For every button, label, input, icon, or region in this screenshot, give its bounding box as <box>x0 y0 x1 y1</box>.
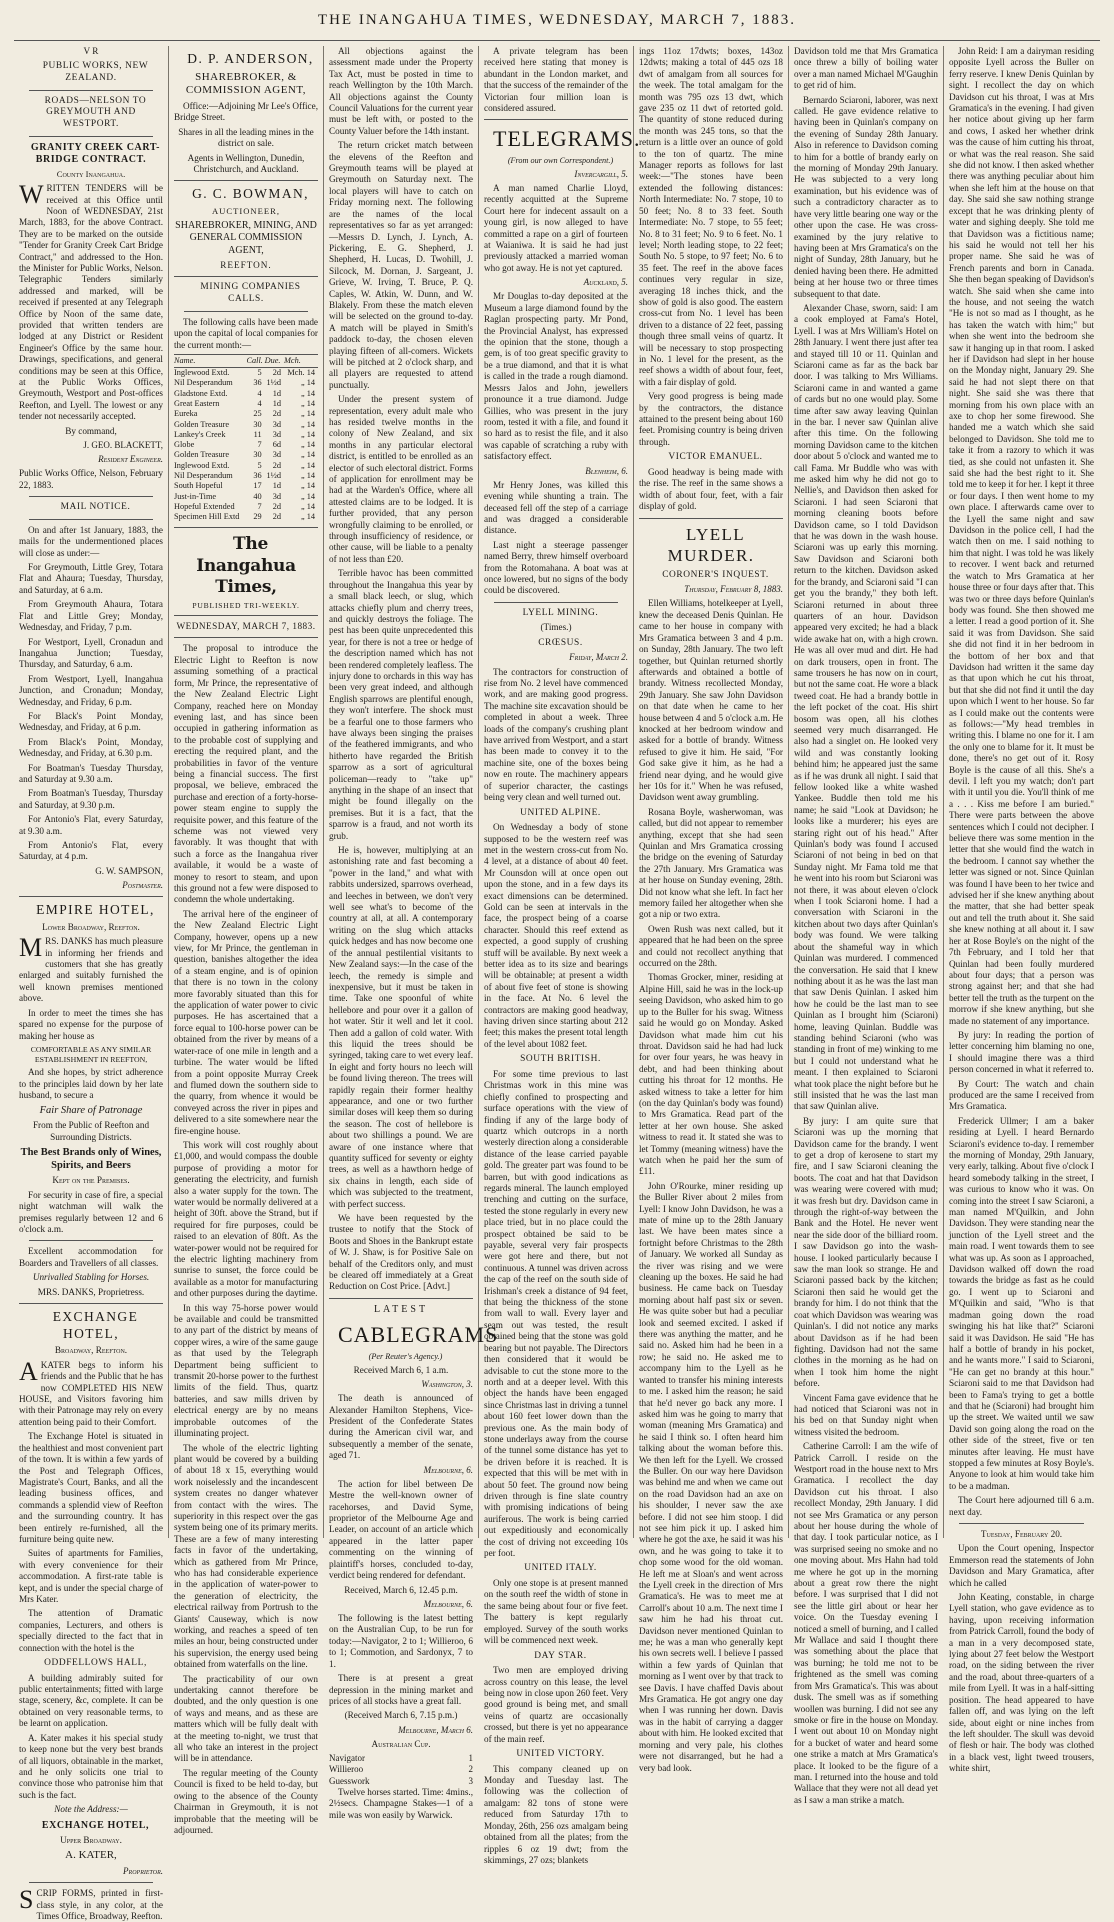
public-works-heading: PUBLIC WORKS, NEW ZEALAND. <box>42 61 149 84</box>
united-victory-text: This company cleaned up on Monday and Tuesday last. The following was the collection of amalgam: 82 tons of stone were reduced from Saturday 17th to Monday, 26th, 256 ozs amalgam being obtained from all the plates; from the ripples 6 oz 19 dwt; from the skimmings, 27 ozs; blankets <box>484 1763 628 1865</box>
column-4 <box>479 46 641 1865</box>
table-header: Call. <box>246 354 264 367</box>
table-cell: Specimen Hill Extd <box>174 512 240 522</box>
cable-paragraph: The death is announced of Alexander Hamilton Stephens, Vice-President of the Confederate States during the American civil war, and subsequently a member of the senate, aged 71. <box>329 1393 473 1461</box>
inquest-paragraph: Ellen Williams, hotelkeeper at Lyell, knew the deceased Denis Quinlan. He came to her house in company with Mrs Gramatica between 3 and 4 p.m. on Sunday, 28th January. The two left together, but Quinlan returned shortly afterwards and obtained a bottle of brandy. Witness recollected Monday, 29th January. She saw John Davidson on that date when he came to her house between 4 and 5 o'clock a.m. He knocked at her bedroom window and asked for a bottle of brandy. Witness refused to give it him. He said, "For God sake give it him, as he had a friend near dying, and he would give her 10s for it." When he was refused, Davidson went away grumbling. <box>639 598 783 803</box>
table-row <box>174 481 318 491</box>
race-horse-name: Navigator <box>329 1753 365 1764</box>
exchange-hotel-paragraph: Suites of apartments for Families, with every convenience for their accommodation. A first-rate table is kept, and is under the special charge of Mrs Kater. <box>19 1548 163 1604</box>
inquest-date: Thursday, February 8, 1883. <box>684 584 783 595</box>
news-paragraph: We have been requested by the trustee to notify that the Stock of Boots and Shoes in the Bankrupt estate of W. J. Shaw, is for Positive Sale on behalf of the Creditors only, and must be cleared off immediately at a Great Reduction on Cost Price. [Advt.] <box>329 1213 473 1292</box>
empire-hotel-paragraph: And she hopes, by strict adherence to the principles laid down by her late husband, to secure a <box>19 1067 163 1101</box>
table-row <box>174 471 318 481</box>
inquest-paragraph: The Court here adjourned till 6 a.m. next day. <box>949 1495 1094 1517</box>
drop-cap: A <box>19 1356 38 1386</box>
exchange-hotel-intro: KATER begs to inform his friends and the Public that he has now COMPLETED HIS NEW HOUSE, and Visitors favoring him with their Patronage may rely on every attention being paid to their Comfort. <box>19 1359 163 1427</box>
table-cell: Just-in-Time <box>174 491 217 501</box>
divider <box>329 1298 473 1299</box>
mining-calls-intro: The following calls have been made upon the capital of local companies for the current month:— <box>174 316 318 350</box>
table-cell: 6d <box>272 440 282 450</box>
table-cell: Great Eastern <box>174 399 220 409</box>
table-cell: Inglewood Extd. <box>174 368 230 378</box>
table-cell: 1d <box>272 399 282 409</box>
table-cell: 1½d <box>266 378 282 388</box>
tender-text: RITTEN TENDERS will be received at this Office until Noon of WEDNESDAY, 21st March, 1883, for the above Contract. They are to be marked on the outside "Tender for Granity Creek Cart Bridge Contract," and addressed to the Hon. the Minister for Public Works, Nelson. Telegraphic Tenders similarly addressed and marked, will be received if presented at any Telegraph Office by Noon of the same date, provided that written tenders are lodged at any District or Resident Engineer's Office by the same hour. Drawings, specifications, and general conditions may be seen at this Office, at the Public Works Offices, Greymouth, Westport and Post-offices Reefton, and Lyell. The lowest or any tender not necessarily accepted. <box>19 183 163 422</box>
table-cell: 3d <box>272 429 282 439</box>
divider <box>174 276 318 277</box>
table-cell: 3d <box>272 450 282 460</box>
table-cell: South Hopeful <box>174 481 223 491</box>
table-row <box>174 450 318 460</box>
table-cell: 4 <box>257 399 262 409</box>
empire-hotel-heading: EMPIRE HOTEL, <box>36 902 155 918</box>
brands-heading: The Best Brands only of Wines, Spirits, and Beers <box>20 1147 162 1172</box>
inquest-paragraph: John O'Rourke, miner residing up the Buller River about 2 miles from Lyell: I know John Davidson, he was a mate of mine up to the 28th January last. We have been mates since a fortnight before Christmas to the 28th of January. We worked all Sunday as the river was rising and we were cleaning up the boxes. He said he had business. He came back on Tuesday morning about half past six or seven. He was quite sober but had a peculiar look and seemed excited. I asked if there was anything the matter, and he said no. Asked him had he been in a row; he said no. He asked me to accompany him to the Lyell as he wanted to transfer his mining interests to me. I asked him the reason; he said that he'd never go back any more. I asked him was he going to marry that woman (meaning Mrs Gramatica) and he said I think so. I often heard him talking about the woman before this. We then left for the Lyell. We crossed the Buller. On our way here Davidson was behind me and when we came out on the road Davidson had an axe on his shoulder, I never saw the axe before. I did not see him stoop. I did not see him pick it up. I asked him where he got the axe, he said it was his own, and he was going to take it to chop some wood for the old woman. He left me at Sloan's and went across the Lyell creek in the direction of Mrs Gramatica's. He was to meet me at Carroll's about 10 a.m. The next time I saw him he had his throat cut. Davidson never mentioned Quinlan to me; he was a man who generally kept his own secrets well. I believe I passed within a few yards of Quinlan that morning as I went over by that track to see Davis. I have chaffed Davis about Mrs Gramatica. He got angry one day when I was running her down. Davis was in the habit of carrying a dagger about with him. He looked excited that morning and very pale, his clothes were not disarranged, but he had a very bad look. <box>639 1180 783 1773</box>
tender-role: Resident Engineer. <box>98 454 163 465</box>
table-cell: 25 <box>253 409 262 419</box>
masthead-title: THE INANGAHUA TIMES, WEDNESDAY, MARCH 7, 1883. <box>317 11 797 28</box>
mail-paragraph: From Black's Point, Monday, Wednesday, and Friday, at 6.30 p.m. <box>19 736 163 759</box>
table-cell: 2d <box>272 512 282 522</box>
cable-paragraph: There is at present a great depression in the mining market and prices of all stocks have a great fall. <box>329 1673 473 1706</box>
table-row <box>174 389 318 399</box>
exchange-hotel-heading-2: EXCHANGE HOTEL, <box>41 1819 150 1831</box>
mail-paragraph: From Antonio's Flat, every Saturday, at 4 p.m. <box>19 840 163 862</box>
telegram-paragraph: Mr Henry Jones, was killed this evening while shunting a train. The deceased fell off the step of a carriage and was dragged a considerable distance. <box>484 479 628 536</box>
united-italy-heading: UNITED ITALY. <box>524 1563 597 1574</box>
table-header: Name. <box>174 354 246 367</box>
empire-hotel-patronage: Fair Share of Patronage <box>39 1105 143 1117</box>
inquest-paragraph: Bernardo Sciaroni, laborer, was next called. He gave evidence relative to having been in Quinlan's company on the evening of Sunday 28th January. Also in reference to Davidson coming to him for a bottle of brandy early on the morning of Monday 29th January. He was subjected to a very long examination, but his evidence was of such a contradictory character as to have very little bearing one way or the other upon the case. He was cross-examined by the jury relative to having been at Mrs Gramatica's on the night of Sunday, 28th January, but he denied having been there. He admitted being at her house two or three times subsequent to that date. <box>794 94 938 299</box>
exchange-hotel-paragraph: The Exchange Hotel is situated in the healthiest and most convenient part of the town. It is within a few yards of the Post and Telegraph Offices, Magistrate's Court, Banks, and all the leading business offices, and commands a splendid view of Reefton and the surrounding country. It has been entirely re-furnished, all the furniture being quite new. <box>19 1431 163 1544</box>
bowman-heading: G. C. BOWMAN, <box>192 186 309 202</box>
table-cell: „ 14 <box>300 419 315 429</box>
mail-paragraph: For Antonio's Flat, every Saturday, at 9.30 a.m. <box>19 814 163 836</box>
inquest-paragraph: John Reid: I am a dairyman residing opposite Lyell across the Buller on ferry reserve. I knew Denis Quinlan by sight. I recollect the day on which Davidson cut his throat, I was at Mrs Gramatica's in the evening. I had given her notice about giving up her farm and cows, I asked her whether drink was the cause of him cutting his throat, or what was the real reason. She said she did not know. I then asked whether there was anything peculiar about him when she left him at the house on that day. She said she saw nothing strange except that he was drinking plenty of water and sighing deeply. She told me that Davidson was a fictitious name; his said he would not tell her his proper name. She said he was of French parents and born in Canada. She then began speaking of Davidson's watch. She said when she came into the house, and not seeing the watch "He is not so mad as I thought, as he has taken the watch with him;" but when she went into the bedroom she saw it hanging up in that room. I asked her if Davidson had slept in her house on the Monday night, January 29. She said he had not slept there on that night. She said she was there that morning from his own place with an axe to chop her some firewood. She handed me a watch which she said belonged to Davidson. She told me to take it from a razory to which it was tied, as she could not unfasten it. She said she had the best right to it. She told me to keep it for her. I kept it three or four days. I then went home to my own place. I afterwards came over to the Lyell the same night and saw Davidson in the police cell, I had the watch then on me. I said nothing to him that night. I was told he was likely to recover. I went back and returned the watch to Mrs Gramatica at her house three or four days after that. This was two or three days before Quinlan's body was found. She then showed me a letter. I read a good portion of it. She said it was from Davidson. She said she did not find it in her bedroom in the bottom of her box and that Davidson had written it the same day as that upon which he cut his throat, but that she did not find it until the day upon which I went to her house. So far as I could make out the contents were as follows:—"My head trembles in writing this. I blame no one for it. I am the only one to blame for it. It must be done, there's no get out of it. Rosy Boyle is the cause of all this. She's a devil. I left you my watch; don't part with it until you die. You'll think of me a . . . Kiss me before I am buried." There were parts between the above sentences which I could not decipher. I believe there was some mention in the letter that she would find the watch in the bedroom. I cannot say whether the letter was signed or not. Since Quinlan was found I have been to her twice and advised her if she knew anything about the matter, that she had better speak out and tell the truth about it. She said she knew nothing at all about it. I saw her at Rose Boyle's on the night of the 7th February, and I told her that Quinlan had been foully murdered about four days; that a person was strong against her; and that she had better tell the truth as the turpent on the morrow if she knew anything, but she made no statement of any importance. <box>949 46 1094 1026</box>
race-place: 3 <box>468 1775 473 1786</box>
divider <box>29 1240 153 1241</box>
inquest-paragraph: John Keating, constable, in charge Lyell station, who gave evidence as to having, upon receiving information from Patrick Carroll, found the body of a man in a very decomposed state, lying about 27 feet below the Westport road, on the siding between the river and the road, about three-quarters of a mile from Lyell. It was in a half-sitting position. The head appeared to have fallen off, and was lying on the left side, about eight or nine inches from the left shoulder. The skull was devoid of flesh or hair. The body was clothed in a black vest, light tweed trousers, white shirt, <box>949 1592 1094 1774</box>
telegram-paragraph: A man named Charlie Lloyd, recently acquitted at the Supreme Court here for indecent assault on a young girl, is now alleged to have committed a rape on a girl of fourteen at Waianiwa. It is said he had just previously attacked a married woman who got away. He is not yet captured. <box>484 183 628 273</box>
table-row <box>174 378 318 388</box>
table-row <box>174 430 318 440</box>
table-cell: 2d <box>272 501 282 511</box>
race-result-row <box>329 1753 473 1764</box>
divider <box>19 896 163 897</box>
table-cell: Globe <box>174 440 195 450</box>
exchange-hotel-address-2: Upper Broadway. <box>60 1834 122 1845</box>
tender-notice <box>19 180 163 423</box>
telegrams-source: (From our own Correspondent.) <box>507 155 614 165</box>
inquest-heading: CORONER'S INQUEST. <box>662 569 769 580</box>
editorial-paragraph: In this way 75-horse power would be available and could be transmitted to any part of the district by means of copper wires, a wire of the same gauge as that used by the Telegraph Department being sufficient to transmit 20-horse power to the furthest limits of the field. Thus, quartz batteries, and saw mills driven by electrical energy are by no means improbable outcomes of the illuminating project. <box>174 1302 318 1439</box>
column-marks: V R <box>83 46 99 56</box>
cable-paragraph: The action for libel between De Mestre the well-known owner of racehorses, and David Syme, proprietor of the Melbourne Age and Leader, on account of an article which appeared in the latter paper commenting on the winning of plaintiff's horses, concluded to-day, verdict being rendered for defendant. <box>329 1478 473 1581</box>
table-cell: 30 <box>253 419 262 429</box>
race-note: Twelve horses started. Time: 4mins., 2½secs. Champagne Stakes—1 of a mile was won easily by Warwick. <box>329 1786 473 1820</box>
day-star-heading: DAY STAR. <box>534 1650 587 1661</box>
paper-subtitle: PUBLISHED TRI-WEEKLY. <box>192 600 300 610</box>
telegram-place: Invercargill, 5. <box>574 168 628 179</box>
empire-hotel-address: Lower Broadway, Reefton. <box>42 921 140 932</box>
table-cell: Golden Treasure <box>174 419 230 429</box>
exchange-hotel-paragraph: The attention of Dramatic companies, Lecturers, and others is specially directed to the fact that in connection with the hotel is the <box>19 1608 163 1653</box>
cable-received: (Received March 6, 7.15 p.m.) <box>344 1710 458 1721</box>
inquest-paragraph: By Court: The watch and chain produced are the same I received from Mrs Gramatica. <box>949 1078 1094 1112</box>
divider <box>184 311 308 312</box>
paper-title: The Inangahua Times, <box>196 534 296 597</box>
mining-calls-body <box>174 368 318 523</box>
table-cell: 29 <box>253 512 262 522</box>
united-alpine-text: On Wednesday a body of stone supposed to be the western reef was met in the western cross-cut from No. 4 level, at a distance of about 40 feet. Mr Counsdon will at once open out upon the stone, and in a few days its exact dimensions can be determined. Gold can be seen at intervals in the face, the prospect being of a coarse character. Should this reef extend as expected, a good supply of crushing stuff will be available. By next week a better idea as to its size and bearings will be obtainable; at present a width of about five feet of stone is showing in the face. At No. 6 level the contractors are making good headway, having driven since starting about 212 feet; this makes the present total length of the level about 1082 feet. <box>484 822 628 1049</box>
mail-paragraph: On and after 1st January, 1883, the mails for the undermentioned places will close as under:— <box>19 524 163 558</box>
inquest-paragraph: By jury: In reading the portion of letter concerning him blaming no one, I should imagine there was a third person concerned in what it referred to. <box>949 1029 1094 1075</box>
table-cell: 30 <box>253 450 262 460</box>
divider <box>19 1303 163 1304</box>
telegram-place: Blenheim, 6. <box>585 465 628 476</box>
race-place: 1 <box>468 1753 473 1764</box>
divider <box>29 519 153 520</box>
day-star-text: Two men are employed driving across country on this lease, the level being now in close upon 260 feet. Very good ground is being met, and small veins of quartz are occasionally crossed, but there is yet no appearance of the main reef. <box>484 1665 628 1744</box>
united-italy-text: Only one stope is at present manned on the south reef the width of stone in the same being about four or five feet. The battery is kept regularly employed. Survey of the south works will be commenced next week. <box>484 1578 628 1646</box>
table-cell: 1½d <box>266 471 282 481</box>
table-cell: 36 <box>253 471 262 481</box>
table-cell: Hopeful Extended <box>174 501 235 511</box>
mail-role: Postmaster. <box>122 879 163 890</box>
news-paragraph: All objections against the assessment made under the Property Tax Act, must be posted in time to reach Wellington by the 10th March. All objections against the County Council Valuations for the current year must be left with, or posted to the County Valuer before the 14th instant. <box>329 46 473 136</box>
mail-paragraph: From Westport, Lyell, Inangahua Junction, and Cronadun; Monday, Wednesday, and Friday, 6 p.m. <box>19 673 163 707</box>
croesus-text: The contractors for construction of rise from No. 2 level have commenced work, and are making good progress. The machine site excavation should be completed in about a week. Three loads of the company's crushing plant have arrived from Westport, and a start has been made to convey it to the machine site, one of the boxes being now en route. The machinery appears of superior character, the castings being very clean and well turned out. <box>484 666 628 803</box>
exchange-hotel-address: Broadway, Reefton. <box>54 1345 128 1356</box>
inquest-paragraph: Davidson told me that Mrs Gramatica once threw a billy of boiling water over a man named Michael M'Gaughin to get rid of him. <box>794 46 938 91</box>
news-paragraph: Terrible havoc has been committed throughout the Inangahua this year by a small black leech, or slug, which attacks chiefly plum and cherry trees, and quickly destroys the foliage. The pest has been quite unprecedented this year, for there is not a tree or hedge of the description named which has not been rendered completely leafless. The injury done to orchards in this way has been very great indeed, and although English sparrows are plentiful enough, they won't interfere. The shock must be a fearful one to those farmers who have always been singing the praises of the feathered immigrants, and who hitherto have regarded the British sparrow as a sort of agricultural policeman—ready to "take up" anything in the shape of an insect that might be found illegally on the premises. But it is a fact, that the sparrow is a fraud, and not worth its grub. <box>329 568 473 841</box>
brands-sub: Kept on the Premises. <box>52 1175 130 1186</box>
inquest-paragraph: Alexander Chase, sworn, said: I am a cook employed at Fama's Hotel, Lyell. I was at Mrs William's Hotel on 28th January. I went there just after tea and stayed till 10 or 11. Quinlan and Sciaroni came as far as the back bar door. I was talking to Mrs Williams. Sciaroni came in and wanted a game of cards but no one would play. Some time after saw away leaving Quinlan in the bar. I never saw Quinlan alive after this time. On the following morning Davidson came to the kitchen door about 5 o'clock and wanted me to call Fama. Mr Buddle who was with me asked him why he did not go to Nellie's, and Davidson then asked for Sciaroni. I had seen Sciaroni that morning cleaning boots before Davidson came, so I told Davidson that he was down in the wash house. Sciaroni was up early this morning. Saw Davidson and Sciaroni both return to the kitchen. Davidson asked for the brandy, and Sciaroni said "I can get you the brandy," they both left. Sciaroni returned in about three quarters of an hour. Davidson appeared very excited; he had a black wide awake hat on, with a high crown. He was all over mud and dirt. He had on dark trousers, open in front. The same trousers he has now on in court, but not the same coat. He wore a black tweed coat. He had a brandy bottle in the left pocket of the coat. His shirt bosom was open, all his clothes seemed very much disarranged. He also had a singlet on. He looked very wild and was constantly looking behind him; he appeared just the same as if he was drunk all night. I said that fellow looked like a white washed Yankee. Buddle then told me his name; he said "Look at Davidson; he looks like a murderer; his eyes are staring right out of his head." After Quinlan's body was found I accused Sciaroni of not being in bed on that Sunday night. Mr Fama told me that he went into his room but Sciaroni was not there, it was about eleven o'clock when I took Sciaroni home. I had a conversation with Sciaroni in the kitchen about two days after Quinlan's body was found. We were talking about the shameful way in which Quinlan was murdered. I commenced the conversation. He said that I knew nothing about it as he was the last man that saw Denis Quinlan. I asked him how he could be the last man to see Quinlan as I brought him (Sciaroni) home, leaving Quinlan. Buddle was standing behind Sciaroni (who was standing in front of me) winking to me but I could not understand what he meant. I then explained to Sciaroni what took place the night before but he still insisted that he was the last man that saw Quinlan alive. <box>794 302 938 1112</box>
header-rule <box>14 40 1100 41</box>
county-label: County Inangahua. <box>56 169 126 180</box>
anderson-office: Office:—Adjoining Mr Lee's Office, Bridge Street. <box>174 100 319 123</box>
table-cell: 7 <box>257 501 262 511</box>
cable-received: Received, March 6, 12.45 p.m. <box>344 1584 458 1595</box>
table-cell: 1d <box>272 388 282 398</box>
column-2 <box>169 46 324 1835</box>
united-victory-continued: ings 11oz 17dwts; boxes, 143oz 12dwts; making a total of 445 ozs 18 dwt of amalgam from all sources for the week. The total amalgam for the month was 795 ozs 13 dwt, which gave 235 oz 11 dwt of retorted gold. The quantity of stone reduced during the month was 245 tons, so that the return is a little over an ounce of gold to the ton of quartz. The mine Manager reports as follows for last week:—"The stones have been extended the following distances: North Intermediate: No. 7 stope, 10 to 50 feet; No. 8 to 33 feet. South Intermediate: No. 7 stope, to 55 feet; No. 8 to 31 feet; No. 9 to 6 feet. No. 1 level; North leading stope, to 22 feet; South No. 5 stope, to 97 feet; No. 6 to 35 feet. The reef in the above faces continues very regular in size, averaging 18 inches thick, and the show of gold is also good. The eastern cross-cut from No. 1 level has been driven to a distance of 22 feet, passing though three small veins of quartz. It will be necessary to stop prospecting in No. 1 level for the present, as the reef shows a width of about four, feet, with a fair display of gold. <box>639 46 783 387</box>
mail-paragraph: For Greymouth, Little Grey, Totara Flat and Ahaura; Tuesday, Thursday, and Saturday, at 6 a.m. <box>19 562 163 595</box>
table-cell: „ 14 <box>300 460 315 470</box>
anderson-sub: SHAREBROKER, & COMMISSION AGENT, <box>185 70 307 97</box>
mining-calls-heading: MINING COMPANIES CALLS. <box>200 282 301 305</box>
tuesday-heading: Tuesday, February 20. <box>980 1529 1063 1539</box>
tender-by: By command, <box>65 425 117 436</box>
divider <box>174 527 318 528</box>
south-british-heading: SOUTH BRITISH. <box>520 1054 601 1065</box>
news-paragraph: The return cricket match between the elevens of the Reefton and Greymouth teams will be played at Greymouth on Saturday next. The local players will have to catch on Friday morning next. The following are the names of the local representatives so far as yet arranged:—Messrs D. Lynch, J. Lynch, A. Pickering, E. G. Shepherd, J. Shepherd, H. Lucas, D. Twohill, J. Silcock, M. Dornan, J. Sargeant, J. Grieve, W. Irving, T. Bruce, P. Q. Caples, W. Atkin, W. Dunn, and W. Blakely. From these the match eleven will be selected on the ground to-day. A match will be played in Smith's paddock to-day, the chosen eleven playing fifteen of all-comers. Wickets will be pitched at 2 o'clock sharp, and all players are requested to attend punctually. <box>329 140 473 390</box>
table-cell: 5 <box>257 460 262 470</box>
table-cell: „ 14 <box>300 491 315 501</box>
bowman-sub: AUCTIONEER, <box>211 206 281 217</box>
anderson-shares: Shares in all the leading mines in the district on sale. <box>178 126 314 149</box>
empire-hotel-paragraph: In order to meet the times she has spared no expense for the purpose of making her house as <box>19 1007 163 1041</box>
mining-calls-table <box>174 354 318 523</box>
bowman-place: REEFTON. <box>220 259 272 270</box>
table-cell: 40 <box>253 491 262 501</box>
empire-hotel-districts: From the Public of Reefton and Surrounding Districts. <box>32 1120 150 1142</box>
roads-heading: ROADS—NELSON TO GREYMOUTH AND WESTPORT. <box>44 95 147 130</box>
table-cell: 11 <box>253 429 262 439</box>
table-cell: 2d <box>272 460 282 470</box>
inquest-paragraph: Rosana Boyle, washerwoman, was called, but did not appear to remember anything, except that she had seen Quinlan and Mrs Gramatica crossing the bridge on the evening of Saturday the 27th January. Mrs Gramatica was at her house on Sunday evening, 28th. Did not know what she left. In fact her memory failed her altogether when she got a nip or two extra. <box>639 806 783 920</box>
table-cell: „ 14 <box>300 429 315 439</box>
inquest-paragraph: Thomas Grocker, miner, residing at Alpine Hill, said he was in the lock-up seeing Davidson, who asked him to go up to the Buller for his swag. Witness said he would go on Monday. Asked Davidson what made him cut his throat. Davidson said he had had luck for over four years, he was heavy in debt, and had been thinking about cutting his throat for 12 months. He asked witness to take a letter for him (on the day Quinlan's body was found) to Mrs Gramatica. Read part of the letter at her own house. She asked witness to read it. It stated she was to let Tommy (meaning witness) have the watch when he paid her the sum of £11. <box>639 972 783 1177</box>
telegram-paragraph: Mr Douglas to-day deposited at the Museum a large diamond found by the Raglan prospecting party. Mr Pond, the Provincial Analyst, has expressed the opinion that the stone, though a gem, is of too great specific gravity to be a true diamond, and that it is what is called in the trade a rough diamond. Messrs Jalos and John, jewellers pronounce it a true diamond. Judge Gillies, who was present in the jury room, tested it with a file, and found it so hard as to resist the file, and it also was capable of scratching a ruby with satisfactory effect. <box>484 291 628 462</box>
bowman-role: SHAREBROKER, MINING, AND GENERAL COMMISSION AGENT, <box>175 219 317 256</box>
cable-place: Melbourne, 6. <box>423 1464 473 1475</box>
table-cell: 3d <box>272 419 282 429</box>
drop-cap: M <box>19 933 43 963</box>
telegram-paragraph: Last night a steerage passenger named Berry, threw himself overboard from the Rotomahana. A boat was at once lowered, but no signs of the body could be discovered. <box>484 539 628 596</box>
table-cell: Nil Desperandum <box>174 378 233 388</box>
croesus-heading: CRŒSUS. <box>538 637 583 648</box>
table-cell: 5 <box>257 368 262 378</box>
mail-paragraph: From Greymouth Ahaura, Totara Flat and Little Grey; Monday, Wednesday, and Friday, 7 p.m. <box>19 599 163 633</box>
table-cell: „ 14 <box>300 450 315 460</box>
south-british-text: For some time previous to last Christmas work in this mine was chiefly confined to prospecting and surface operations with the view of finding if any of the large body of quartz which outcrops in a north westerly direction along a considerable distance of the lease carried payable gold. The greater part was found to be barren, but with good indications as regards mineral. The launch employed trenching and cutting on the surface, tested the stone regularly in every new place tried, but in no place could the prospect obtained be said to be payable, several very fair prospects were got here and there, but not continuous. A tunnel was driven across the cap of the reef on the south side of Irishman's creek a distance of 94 feet, that being the thickness of the stone from wall to wall. Every layer and seam out was tested, the result obtained being that the stone was gold bearing but not payable. The Directors then considered that it would be advisable to cut the stone more to the north and at a deeper level. With this object the hands have been engaged since Christmas last in driving a tunnel about 160 feet lower down than the previous one. As the main body of stone underlays away from the course of the tunnel some distance has yet to be driven before it is reached. It is expected that this will be met with in about 50 feet. The ground now being driven through is fine slate country with promising indications of being auriferous. The work is being carried out expeditiously and economically the cost of driving not exceeding 10s per foot. <box>484 1068 628 1558</box>
scrip-forms-ad <box>19 1885 163 1922</box>
victor-emanuel-text: Good headway is being made with the rise. The reef in the same shows a width of about four, feet, with a fair display of gold. <box>639 466 783 512</box>
empire-hotel-caps: COMFORTABLE AS ANY SIMILAR ESTABLISHMENT IN REEFTON, <box>30 1044 152 1064</box>
race-horse-name: Guesswork <box>329 1775 370 1786</box>
mail-paragraph: For Boatman's Tuesday Thursday, and Saturday at 9.30 a.m. <box>19 762 163 784</box>
table-cell: Gladstone Extd. <box>174 388 228 398</box>
table-row <box>174 502 318 512</box>
masthead <box>0 0 1114 40</box>
lyell-mining-source: (Times.) <box>540 622 572 633</box>
exchange-hotel-text <box>19 1356 163 1428</box>
empire-proprietress: MRS. DANKS, Proprietress. <box>37 1286 145 1297</box>
oddfellows-heading: ODDFELLOWS HALL, <box>44 1658 147 1668</box>
editorial-paragraph: The whole of the electric lighting plant would be covered by a building of about 18 x 15, everything would work noiselessly and the incandescent system creates no danger whatever from contact with the wires. The superiority in this respect over the gas system being one of its primary merits. These are a few of many interesting facts in favor of the undertaking, which as gathered from Mr Prince, who has had considerable experience in the application of water-power to the generation of electricity, the electrical railway from Portrush to the Giants' Causeway, which is now working, and reaches a speed of ten miles an hour, being constructed under his supervision, the energy used being obtained from waterfalls on the line. <box>174 1442 318 1670</box>
inquest-paragraph: Catherine Carroll: I am the wife of Patrick Carroll. I reside on the Westport road in the house next to Mrs Gramatica. I recollect the day Davidson cut his throat. I also recollect Monday, 29th January. I did not see Mrs Gramatica or any person about her house during the whole of that day. I took particular notice, as I was surprised seeing no smoke and no one moving about. Mrs Hahn had told me where he got up in the morning about a great row there the night before. I was surprised that I did not see the little girl about or hear her voice. On the Tuesday evening I noticed a smell of burning, and I called Mr Wallace and said I thought there was something about the place that was burning; he told me not to be frightened as the smell was coming from Mrs Gramatica's. This was about dusk. The smell was as if something woollen was burning. I did not see any smoke or fire in the house on Monday. I went out about 10 on Monday night for a bucket of water and heard some one strike a match at Mrs Gramatica's place. It looked to be the figure of a man. I returned into the house and told Wallace that they were not all dead yet as I saw a man strike a match. <box>794 1441 938 1805</box>
exchange-proprietor-role: Proprietor. <box>123 1865 163 1876</box>
table-cell: „ 14 <box>300 471 315 481</box>
news-paragraph: Under the present system of representation, every adult male who has resided twelve months in the colony of New Zealand, and six months in any particular electoral district, is entitled to be enrolled as an elector of such electoral district. Forms of application for enrollment may be had at the Warden's Office, where all attested claims are to be lodged. It is further provided, that any person wrongfully claiming to be enrolled, or through insufficiency of residence, or other cause, will be liable to a penalty of not less than £20. <box>329 394 473 564</box>
editorial-paragraph: The proposal to introduce the Electric Light to Reefton is now assuming something of a practical form, Mr Prince, the representative of the New Zealand Electric Light Company, reached here on Monday evening last, and has since been occupied in gathering information as to the probable cost of supplying and erecting the required plant, and the probabilities in favor of the venture being a financial success. The first proposal, we believe, embraced the purchase and erection of a forty-horse-power steam engine to supply the requisite power, and this feature of the scheme was not viewed very favorably. It was thought that with such a force as the Inangahua river available, it would be a waste of money to resort to steam, and upon this ground not a few were disposed to condemn the whole undertaking. <box>174 643 318 905</box>
brands-text: For security in case of fire, a special night watchman will walk the premises regularly between 12 and 6 o'clock a.m. <box>19 1189 163 1234</box>
column-6 <box>789 46 944 1805</box>
table-cell: 2d <box>272 409 282 419</box>
table-header: Due. <box>265 354 284 367</box>
cable-place: Melbourne, 6. <box>423 1598 473 1609</box>
telegrams-heading: TELEGRAMS. <box>493 126 641 152</box>
paper-date: WEDNESDAY, MARCH 7, 1883. <box>176 621 316 632</box>
mail-notice-heading: MAIL NOTICE. <box>60 502 131 513</box>
drop-cap: W <box>19 180 44 210</box>
tender-office: Public Works Office, Nelson, February 22, 1883. <box>19 468 163 490</box>
empire-accommodation: Excellent accommodation for Boarders and Travellers of all classes. <box>19 1246 163 1268</box>
croesus-date: Friday, March 2. <box>569 652 628 663</box>
mail-paragraph: For Black's Point Monday, Wednesday, and Friday, at 6 p.m. <box>19 710 163 733</box>
table-cell: „ 14 <box>300 501 315 511</box>
cable-paragraph: The following is the latest betting on the Australian Cup, to be run for today:—Navigator, 2 to 1; Willieroo, 6 to 1; Commotion, and Sardonyx, 7 to 1. <box>329 1613 473 1669</box>
table-cell: „ 14 <box>300 512 315 522</box>
editorial-paragraph: This work will cost roughly about £1,000, and would compass the double purpose of providing a motor for generating the electricity, and furnish also a water supply for the town. The water would be normally delivered at a height of 30ft. above the Strand, but if required for fire purposes, could be raised to an elevation of 80ft. As the water-power would not be required for the electric lighting machinery from sunrise to sunset, the force could be available as a motor for manufacturing and other purposes during the daytime. <box>174 1139 318 1299</box>
cup-heading: Australian Cup. <box>371 1738 431 1749</box>
news-paragraph: He is, however, multiplying at an astonishing rate and fast becoming a "power in the land," and what with rabbits undersized, sparrows overhead, and leeches in between, we don't very well see what's to become of the country at all, at all. A contemporary writing on the slug which attacks quick hedges and has now become one of the annual pestilential visitants to New Zealand says:—In the case of the leech, the remedy is simple and inexpensive, but it must be taken in time. Take one spoonful of white hellebore and pour over it a gallon of hot water. Stir it well and let it cool. Then add a gallon of cold water. With this liquid the trees should be syringed, taking care to wet every leaf. In eight and forty hours no leech will be found living thereon. The trees will rapidly regain their former healthy appearance, and one or two further similar doses will keep them so during the season. The cost of hellebore is about two shillings a pound. We are aware of one instance where that quantity sufficed for seventy or eighty trees, as well as a hawthorn hedge of six chains in length, each side of which was subjected to the treatment, with perfect success. <box>329 845 473 1209</box>
mail-signature: G. W. SAMPSON, <box>95 865 163 876</box>
inquest-paragraph: By jury: I am quite sure that Sciaroni was up the morning that Davidson came for the brandy. I went to get a drop of kerosene to start my fire, and I saw Sciaroni cleaning the boots. The coat and hat that Davidson was wearing were covered with mud; it was fresh but dry. Davidson came in through the right-of-way between the Bank and the Hotel. He never went near the side door of the billiard room. I saw Davidson go into the wash-house. I looked particularly because I saw the man look so strange. He and Sciaroni passed back by the kitchen; Sciaroni then said he would get the brandy for him. I do not think that the coat which Davidson was wearing was Quinlan's. I did not notice any marks about Davidson as if he had been fighting. Davidson had not the same clothes in the morning as he had on when I took him home the night before. <box>794 1115 938 1389</box>
anderson-heading: D. P. ANDERSON, <box>187 51 314 66</box>
scrip-forms-text: CRIP FORMS, printed in first-class style, in any color, at the Times Office, Broadway, Reefton. <box>36 1888 163 1921</box>
cable-place: Washington, 3. <box>421 1379 473 1390</box>
table-cell: Eureka <box>174 409 198 419</box>
column-5 <box>634 46 789 1773</box>
telegram-place: Auckland, 5. <box>583 277 628 288</box>
oddfellows-text: A building admirably suited for public entertainments; fitted with large stage, scenery, &c, complete. It can be obtained on very reasonable terms, to be learnt on application. <box>19 1672 163 1729</box>
divider <box>494 602 618 603</box>
column-3 <box>324 46 499 1820</box>
inquest-paragraph: Frederick Ullmer; I am a baker residing at Lyell. I heard Bernardo Sciaroni's evidence to-day. I remember the morning of Monday, 29th January, very early, talking. About five o'clock I heard somebody talking in the street, I was curious to know who it was. On coming into the street I saw Sciaroni, a man named M'Quilkin, and John Davidson. They were standing near the junction of the Lyell street and the main road. I went towards them to see what was up. As soon as I approached, Davidson walked off down the road towards the bridge as fast as he could go. I went up to Sciaroni and M'Quilkin and said, "Who is that madman going down the road swinging his hat like that?" Sciaroni said it was Davidson. He said "He has half a bottle of brandy in his pocket, and he wants more." I said to Sciaroni, "He can get no brandy at this hour." Sciaroni said to me that Davidson had been to Fama's trying to get a bottle and that he (Sciaroni) had brought him up the street. We waited until we saw David son going along the road on the other side of the street, five or ten minutes after leaving. He must have stopped a few minutes at Rosy Boyle's. Anyone to look at him would take him to be a madman. <box>949 1115 1094 1491</box>
divider <box>174 180 318 181</box>
divider <box>174 615 318 616</box>
table-cell: Inglewood Extd. <box>174 460 230 470</box>
table-cell: „ 14 <box>300 481 315 491</box>
divider <box>484 119 628 120</box>
table-header-row <box>174 354 318 367</box>
exchange-hotel-paragraph: A. Kater makes it his special study to keep none but the very best brands of all liquors, obtainable in the market, and he only solicits one trial to convince those who patronise him that such is the fact. <box>19 1732 163 1800</box>
united-alpine-heading: UNITED ALPINE. <box>520 807 601 818</box>
divider <box>959 1523 1084 1524</box>
table-cell: „ 14 <box>300 388 315 398</box>
tender-signature: J. GEO. BLACKETT, <box>83 440 163 451</box>
editorial-paragraph: The arrival here of the engineer of the New Zealand Electric Light Company, however, opens up a new view, for Mr Prince, the gentleman in question, banishes altogether the idea of a steam engine, and is of opinion that there is no town in the colony more favorably situated than this for the application of water power to civic purposes. He has ascertained that a force equal to 100-horse power can be obtained from the river by means of a water-race of one mile in length and a turbine. The water would be lifted from a point opposite Murray Creek and flumed down the southern side to the quarry, from whence it would be conveyed across the river in pipes and delivered to a site somewhere near the fire-engine house. <box>174 908 318 1136</box>
inquest-paragraph: Vincent Fama gave evidence that he had noticed that Sciaroni was not in his bed on that Sunday night when witness visited the bedroom. <box>794 1392 938 1437</box>
table-cell: 1d <box>272 481 282 491</box>
editorial-paragraph: The regular meeting of the County Council is fixed to be held to-day, but owing to the absence of the County Chairman in Greymouth, it is not improbable that the meeting will be adjourned. <box>174 1767 318 1835</box>
table-cell: „ 14 <box>300 440 315 450</box>
cablegrams-source: (Per Reuter's Agency.) <box>368 1351 443 1361</box>
news-paragraph: A private telegram has been received here stating that money is abundant in the London market, and that the success of the remainder of the Victorian four million loan is considered assured. <box>484 46 628 114</box>
race-place: 2 <box>468 1764 473 1775</box>
empire-hotel-text <box>19 933 163 1004</box>
anderson-agents: Agents in Wellington, Dunedin, Christchurch, and Auckland. <box>187 152 305 175</box>
lyell-mining-heading: LYELL MINING. <box>522 607 599 618</box>
table-header: Mch. <box>284 354 318 367</box>
table-cell: Lankey's Creek <box>174 429 226 439</box>
table-cell: Mch. 14 <box>287 368 315 378</box>
race-result-row <box>329 1764 473 1775</box>
race-horse-name: Willieroo <box>329 1764 364 1775</box>
newspaper-columns <box>14 46 1100 1921</box>
editorial-paragraph: The practicability of our own undertaking cannot therefore be doubted, and the only question is one of ways and means, and as these are matters which will be fully dealt with at the meeting to-night, we trust that all who take an interest in the project will be in attendance. <box>174 1673 318 1764</box>
table-cell: „ 14 <box>300 409 315 419</box>
empire-hotel-intro: RS. DANKS has much pleasure in informing her friends and customers that she has greatly enlarged and suitably furnished the well known premises mentioned above. <box>19 936 163 1004</box>
table-cell: 3d <box>272 491 282 501</box>
table-row <box>174 492 318 502</box>
empire-stabling: Unrivalled Stabling for Horses. <box>32 1272 150 1283</box>
divider <box>29 496 153 497</box>
table-cell: 36 <box>253 378 262 388</box>
table-row <box>174 399 318 409</box>
table-cell: 7 <box>257 440 262 450</box>
table-row <box>174 512 318 522</box>
table-row <box>174 420 318 430</box>
column-1 <box>14 46 169 1921</box>
table-cell: „ 14 <box>300 399 315 409</box>
cable-place: Melbourne, March 6. <box>398 1724 473 1735</box>
table-row <box>174 461 318 471</box>
table-cell: Nil Desperandum <box>174 471 233 481</box>
race-results <box>329 1753 473 1786</box>
granity-heading: GRANITY CREEK CART-BRIDGE CONTRACT. <box>30 141 161 166</box>
inquest-paragraph: Owen Rush was next called, but it appeared that he had been on the spree and could not recollect anything that occurred on the 28th. <box>639 923 783 969</box>
table-cell: Golden Treasure <box>174 450 230 460</box>
table-cell: 17 <box>253 481 262 491</box>
exchange-proprietor-name: A. KATER, <box>65 1849 117 1862</box>
table-cell: „ 14 <box>300 378 315 388</box>
table-cell: 2d <box>272 368 282 378</box>
divider <box>29 1882 153 1883</box>
lyell-murder-heading: LYELL MURDER. <box>667 524 755 565</box>
race-result-row <box>329 1776 473 1787</box>
table-row <box>174 368 318 379</box>
news-paragraph: Very good progress is being made by the contractors, the distance attained to the present being about 160 feet. Promising country is being driven through. <box>639 391 783 447</box>
cable-received: Received March 6, 1 a.m. <box>353 1364 449 1375</box>
mail-paragraph: For Westport, Lyell, Cronadun and Inangahua Junction; Tuesday, Thursday, and Saturday, 6 a.m. <box>19 636 163 670</box>
divider <box>29 136 153 137</box>
inquest-paragraph: Upon the Court opening, Inspector Emmerson read the statements of John Davidson and Mary Gramatica, after which he called <box>949 1543 1094 1588</box>
drop-cap: S <box>19 1885 34 1915</box>
table-row <box>174 409 318 419</box>
divider <box>174 637 318 638</box>
exchange-note: Note the Address:— <box>54 1804 128 1815</box>
united-victory-heading: UNITED VICTORY. <box>516 1749 605 1759</box>
cablegrams-heading: CABLEGRAMS <box>338 1322 499 1348</box>
table-row <box>174 440 318 450</box>
victor-emanuel-heading: VICTOR EMANUEL. <box>668 452 763 463</box>
exchange-hotel-heading: EXCHANGE HOTEL, <box>52 1308 139 1341</box>
cable-pre-heading: LATEST <box>373 1303 429 1315</box>
table-cell: 4 <box>257 388 262 398</box>
column-7 <box>944 46 1099 1774</box>
divider <box>29 90 153 91</box>
divider <box>639 518 783 519</box>
mail-paragraph: From Boatman's Tuesday, Thursday and Saturday, at 9.30 p.m. <box>19 788 163 810</box>
